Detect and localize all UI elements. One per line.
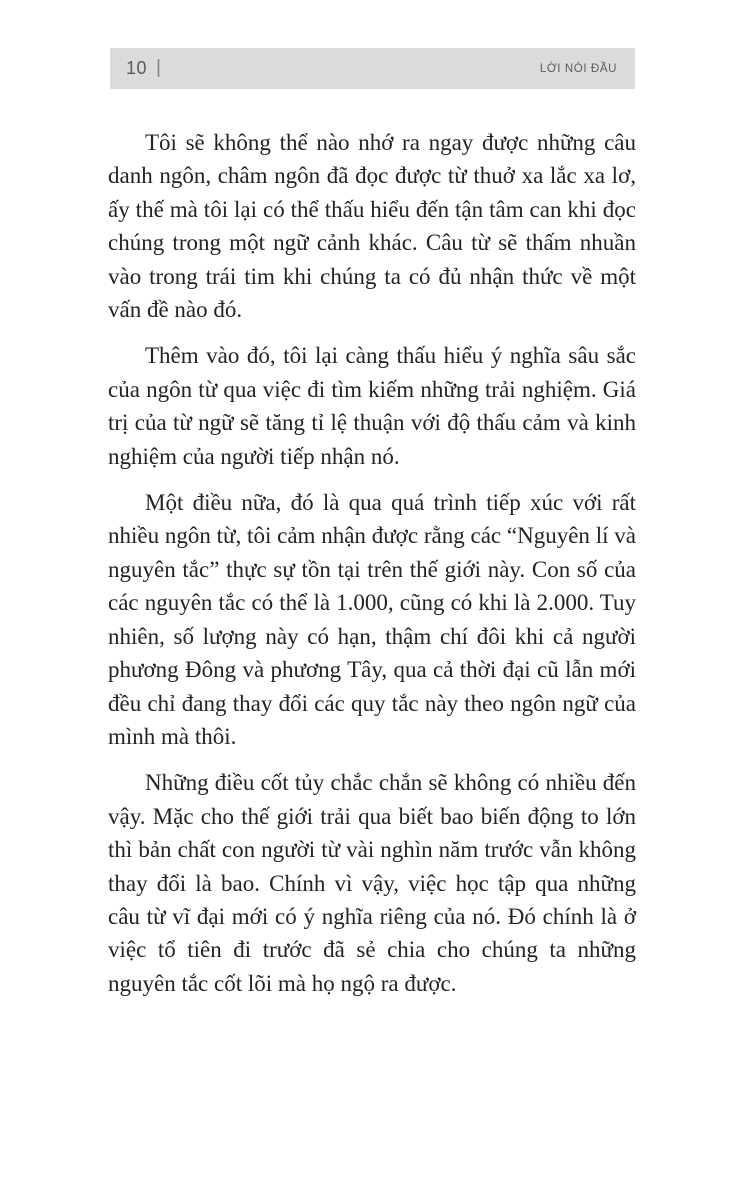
zigzag-edge-decoration bbox=[110, 89, 635, 94]
page-body bbox=[108, 126, 636, 1013]
header-separator: | bbox=[156, 56, 161, 78]
header-left bbox=[126, 58, 161, 80]
body-paragraph: Những điều cốt tủy chắc chắn sẽ không có nhiều đến vậy. Mặc cho thế giới trải qua biết bao biến động to lớn thì bản chất con người từ vài nghìn năm trước vẫn không thay đổi là bao. Chính vì vậy, việc học tập qua những câu từ vĩ đại mới có ý nghĩa riêng của nó. Đó chính là ở việc tổ tiên đi trước đã sẻ chia cho chúng ta những nguyên tắc cốt lõi mà họ ngộ ra được. bbox=[108, 770, 636, 996]
running-title: LỜI NÓI ĐẦU bbox=[539, 62, 617, 75]
body-paragraph: Một điều nữa, đó là qua quá trình tiếp xúc với rất nhiều ngôn từ, tôi cảm nhận được rằng các “Nguyên lí và nguyên tắc” thực sự tồn tại trên thế giới này. Con số của các nguyên tắc có thể là 1.000, cũng có khi là 2.000. Tuy nhiên, số lượng này có hạn, thậm chí đôi khi cả người phương Đông và phương Tây, qua cả thời đại cũ lẫn mới đều chỉ đang thay đổi các quy tắc này theo ngôn ngữ của mình mà thôi. bbox=[108, 490, 636, 749]
page-header bbox=[110, 48, 635, 94]
page-number: 10 bbox=[126, 58, 148, 78]
body-paragraph: Tôi sẽ không thể nào nhớ ra ngay được những câu danh ngôn, châm ngôn đã đọc được từ thuở xa lắc xa lơ, ấy thế mà tôi lại có thể thấu hiểu đến tận tâm can khi đọc chúng trong một ngữ cảnh khác. Câu từ sẽ thấm nhuần vào trong trái tim khi chúng ta có đủ nhận thức về một vấn đề nào đó. bbox=[108, 130, 636, 323]
body-paragraph: Thêm vào đó, tôi lại càng thấu hiểu ý nghĩa sâu sắc của ngôn từ qua việc đi tìm kiếm những trải nghiệm. Giá trị của từ ngữ sẽ tăng tỉ lệ thuận với độ thấu cảm và kinh nghiệm của người tiếp nhận nó. bbox=[108, 343, 636, 469]
header-band bbox=[110, 48, 635, 89]
